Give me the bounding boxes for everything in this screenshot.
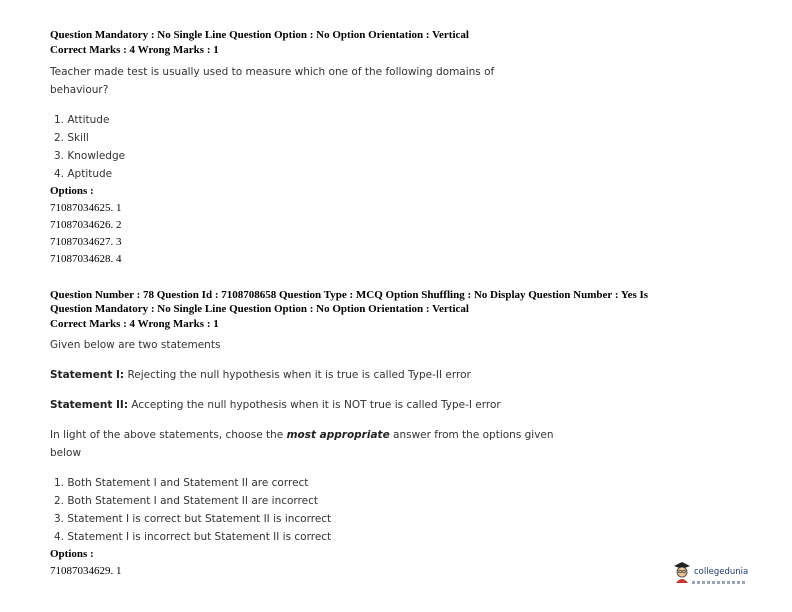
instruction-emphasis: most appropriate	[286, 429, 390, 441]
answer-option: 2. Skill	[54, 132, 89, 144]
statement-2-text: Accepting the null hypothesis when it is NOT true is called Type-I error	[128, 399, 501, 411]
statement-2	[50, 396, 501, 414]
question-meta-line: Question Mandatory : No Single Line Question Option : No Option Orientation : Vertical	[50, 29, 469, 41]
statement-1-text: Rejecting the null hypothesis when it is true is called Type-II error	[124, 369, 471, 381]
statement-2-label: Statement II:	[50, 399, 129, 411]
question-intro: Given below are two statements	[50, 339, 221, 351]
question-text-line: Teacher made test is usually used to measure which one of the following domains of	[50, 66, 495, 78]
statement-1-label: Statement I:	[50, 369, 125, 381]
question-meta-line: Question Number : 78 Question Id : 7108708658 Question Type : MCQ Option Shuffling : No Display Question Number : Yes Is	[50, 289, 649, 301]
option-code: 71087034626. 2	[50, 219, 122, 231]
options-label: Options :	[50, 548, 94, 560]
option-code: 71087034628. 4	[50, 253, 122, 265]
answer-option: 3. Knowledge	[54, 150, 126, 162]
instruction-line	[50, 426, 554, 444]
answer-option: 1. Attitude	[54, 114, 110, 126]
option-code: 71087034627. 3	[50, 236, 122, 248]
answer-option: 4. Aptitude	[54, 168, 113, 180]
instruction-line: below	[50, 447, 82, 459]
question-meta-line: Question Mandatory : No Single Line Question Option : No Option Orientation : Vertical	[50, 303, 469, 315]
instruction-text: answer from the options given	[389, 429, 554, 441]
option-code: 71087034625. 1	[50, 202, 122, 214]
mascot-icon	[672, 560, 692, 584]
answer-option: 4. Statement I is incorrect but Statement II is correct	[54, 531, 332, 543]
answer-option: 2. Both Statement I and Statement II are incorrect	[54, 495, 318, 507]
answer-option: 1. Both Statement I and Statement II are correct	[54, 477, 309, 489]
collegedunia-logo	[672, 560, 748, 584]
instruction-text: In light of the above statements, choose the	[50, 429, 287, 441]
logo-name: collegedunia	[694, 566, 749, 577]
logo-wordmark	[692, 561, 748, 584]
question-text-line: behaviour?	[50, 84, 109, 96]
question-text	[50, 63, 494, 99]
marks-line: Correct Marks : 4 Wrong Marks : 1	[50, 318, 219, 330]
marks-line: Correct Marks : 4 Wrong Marks : 1	[50, 44, 219, 56]
question-instruction	[50, 426, 554, 462]
option-code: 71087034629. 1	[50, 565, 122, 577]
options-label: Options :	[50, 185, 94, 197]
statement-1	[50, 366, 471, 384]
logo-tagline-mark	[692, 581, 746, 584]
answer-option: 3. Statement I is correct but Statement II is incorrect	[54, 513, 332, 525]
